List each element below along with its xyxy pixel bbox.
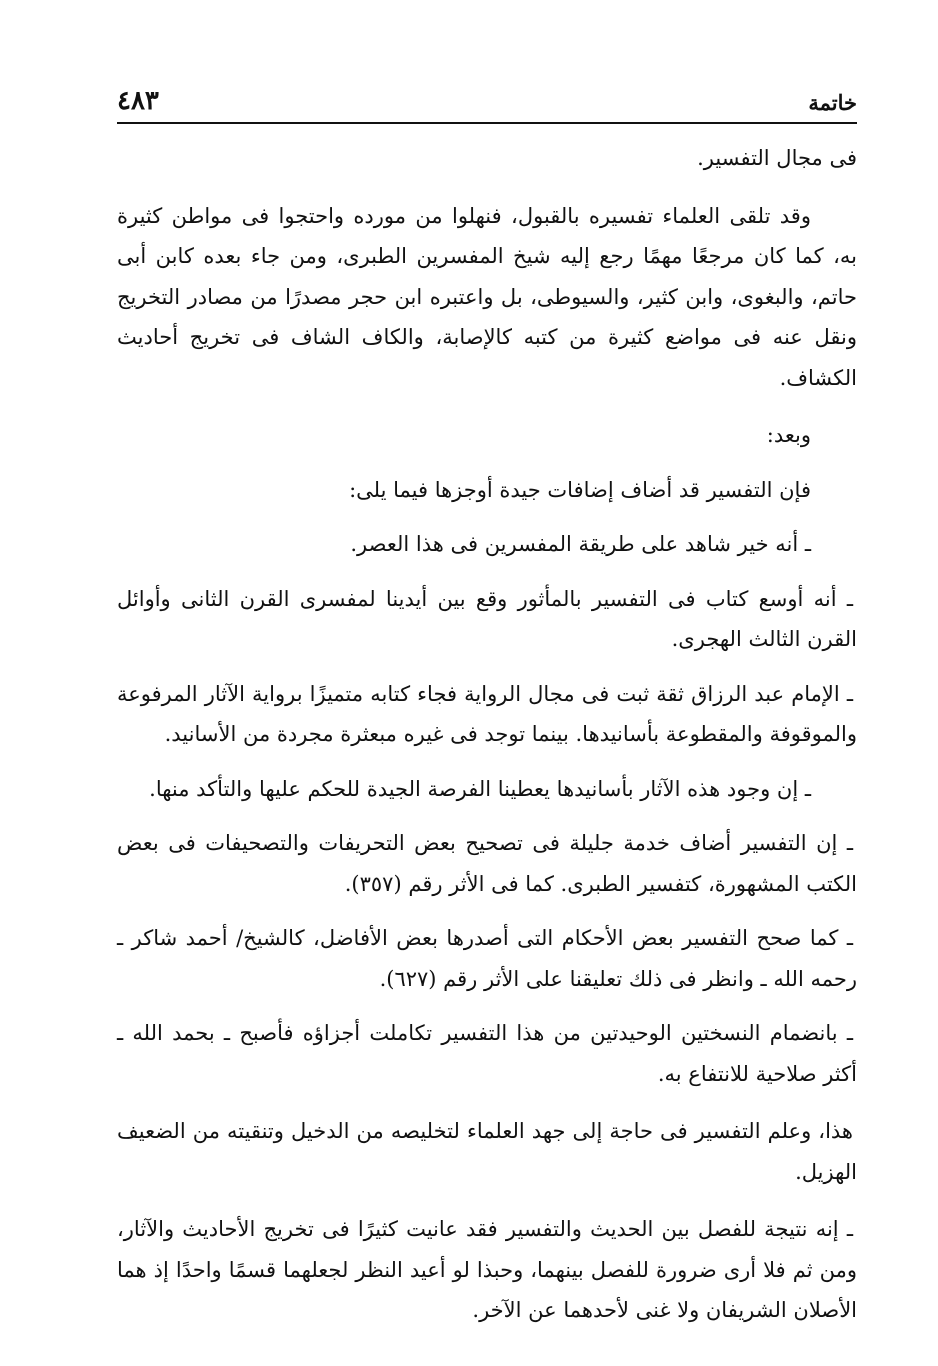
header-divider bbox=[117, 122, 857, 124]
list-item-witness: ـ أنه خير شاهد على طريقة المفسرين فى هذا العصر. bbox=[350, 532, 811, 556]
paragraph-reception: وقد تلقى العلماء تفسيره بالقبول، فنهلوا من مورده واحتجوا فى مواطن كثيرة به، كما كان مرجعًا مهمًا رجع إليه شيخ المفسرين الطبرى، ومن جاء بعده كابن أبى حاتم، والبغوى، وابن كثير، والسيوطى، بل واعتبره ابن حجر مصدرًا من مصادر التخريج ونقل عنه فى مواضع كثيرة من كتبه كالإصابة، والكاف الشاف فى تخريج أحاديث الكشاف. bbox=[117, 203, 857, 390]
list-item-chains: ـ إن وجود هذه الآثار بأسانيدها يعطينا الفرصة الجيدة للحكم عليها والتأكد منها. bbox=[149, 776, 811, 801]
list-item-rulings: ـ كما صحح التفسير بعض الأحكام التى أصدرها بعض الأفاضل، كالشيخ/ أحمد شاكر ـ رحمه الله ـ وانظر فى ذلك تعليقنا على الأثر رقم (٦٢٧). bbox=[117, 926, 857, 991]
list-item-separation: ـ إنه نتيجة للفصل بين الحديث والتفسير فقد عانيت كثيرًا فى تخريج الأحاديث والآثار، ومن ثم فلا أرى ضرورة للفصل بينهما، وحبذا لو أعيد النظر لجعلهما قسمًا واحدًا إذ هما الأصلان الشريفان ولا غنى لأحدهما عن الآخر. bbox=[117, 1217, 857, 1322]
list-item-two-copies: ـ بانضمام النسختين الوحيدتين من هذا التفسير تكاملت أجزاؤه فأصبح ـ بحمد الله ـ أكثر صلاحية للانتفاع به. bbox=[117, 1021, 857, 1086]
list-item-imam-abdulrazzaq: ـ الإمام عبد الرزاق ثقة ثبت فى مجال الرواية فجاء كتابه متميزًا برواية الآثار المرفوعة والموقوفة والمقطوعة بأسانيدها. بينما توجد فى غيره مبعثرة مجردة من الأسانيد. bbox=[117, 681, 857, 746]
page-number: ٤٨٣ bbox=[117, 86, 159, 116]
paragraph-and-after: وبعد: bbox=[766, 423, 811, 447]
paragraph-need-effort: هذا، وعلم التفسير فى حاجة إلى جهد العلماء لتخليصه من الدخيل وتنقيته من الضعيف الهزيل. bbox=[117, 1119, 857, 1184]
paragraph-additions-intro: فإن التفسير قد أضاف إضافات جيدة أوجزها فيما يلى: bbox=[349, 477, 811, 502]
chapter-title: خاتمة bbox=[808, 90, 857, 115]
list-item-corrections: ـ إن التفسير أضاف خدمة جليلة فى تصحيح بعض التحريفات والتصحيفات فى بعض الكتب المشهورة، كتفسير الطبرى. كما فى الأثر رقم (٣٥٧). bbox=[117, 831, 857, 896]
paragraph-continuation: فى مجال التفسير. bbox=[697, 146, 857, 170]
page-body bbox=[117, 138, 857, 1331]
page-header bbox=[117, 86, 857, 122]
list-item-broadest-book: ـ أنه أوسع كتاب فى التفسير بالمأثور وقع بين أيدينا لمفسرى القرن الثانى وأوائل القرن الثالث الهجرى. bbox=[117, 586, 857, 651]
